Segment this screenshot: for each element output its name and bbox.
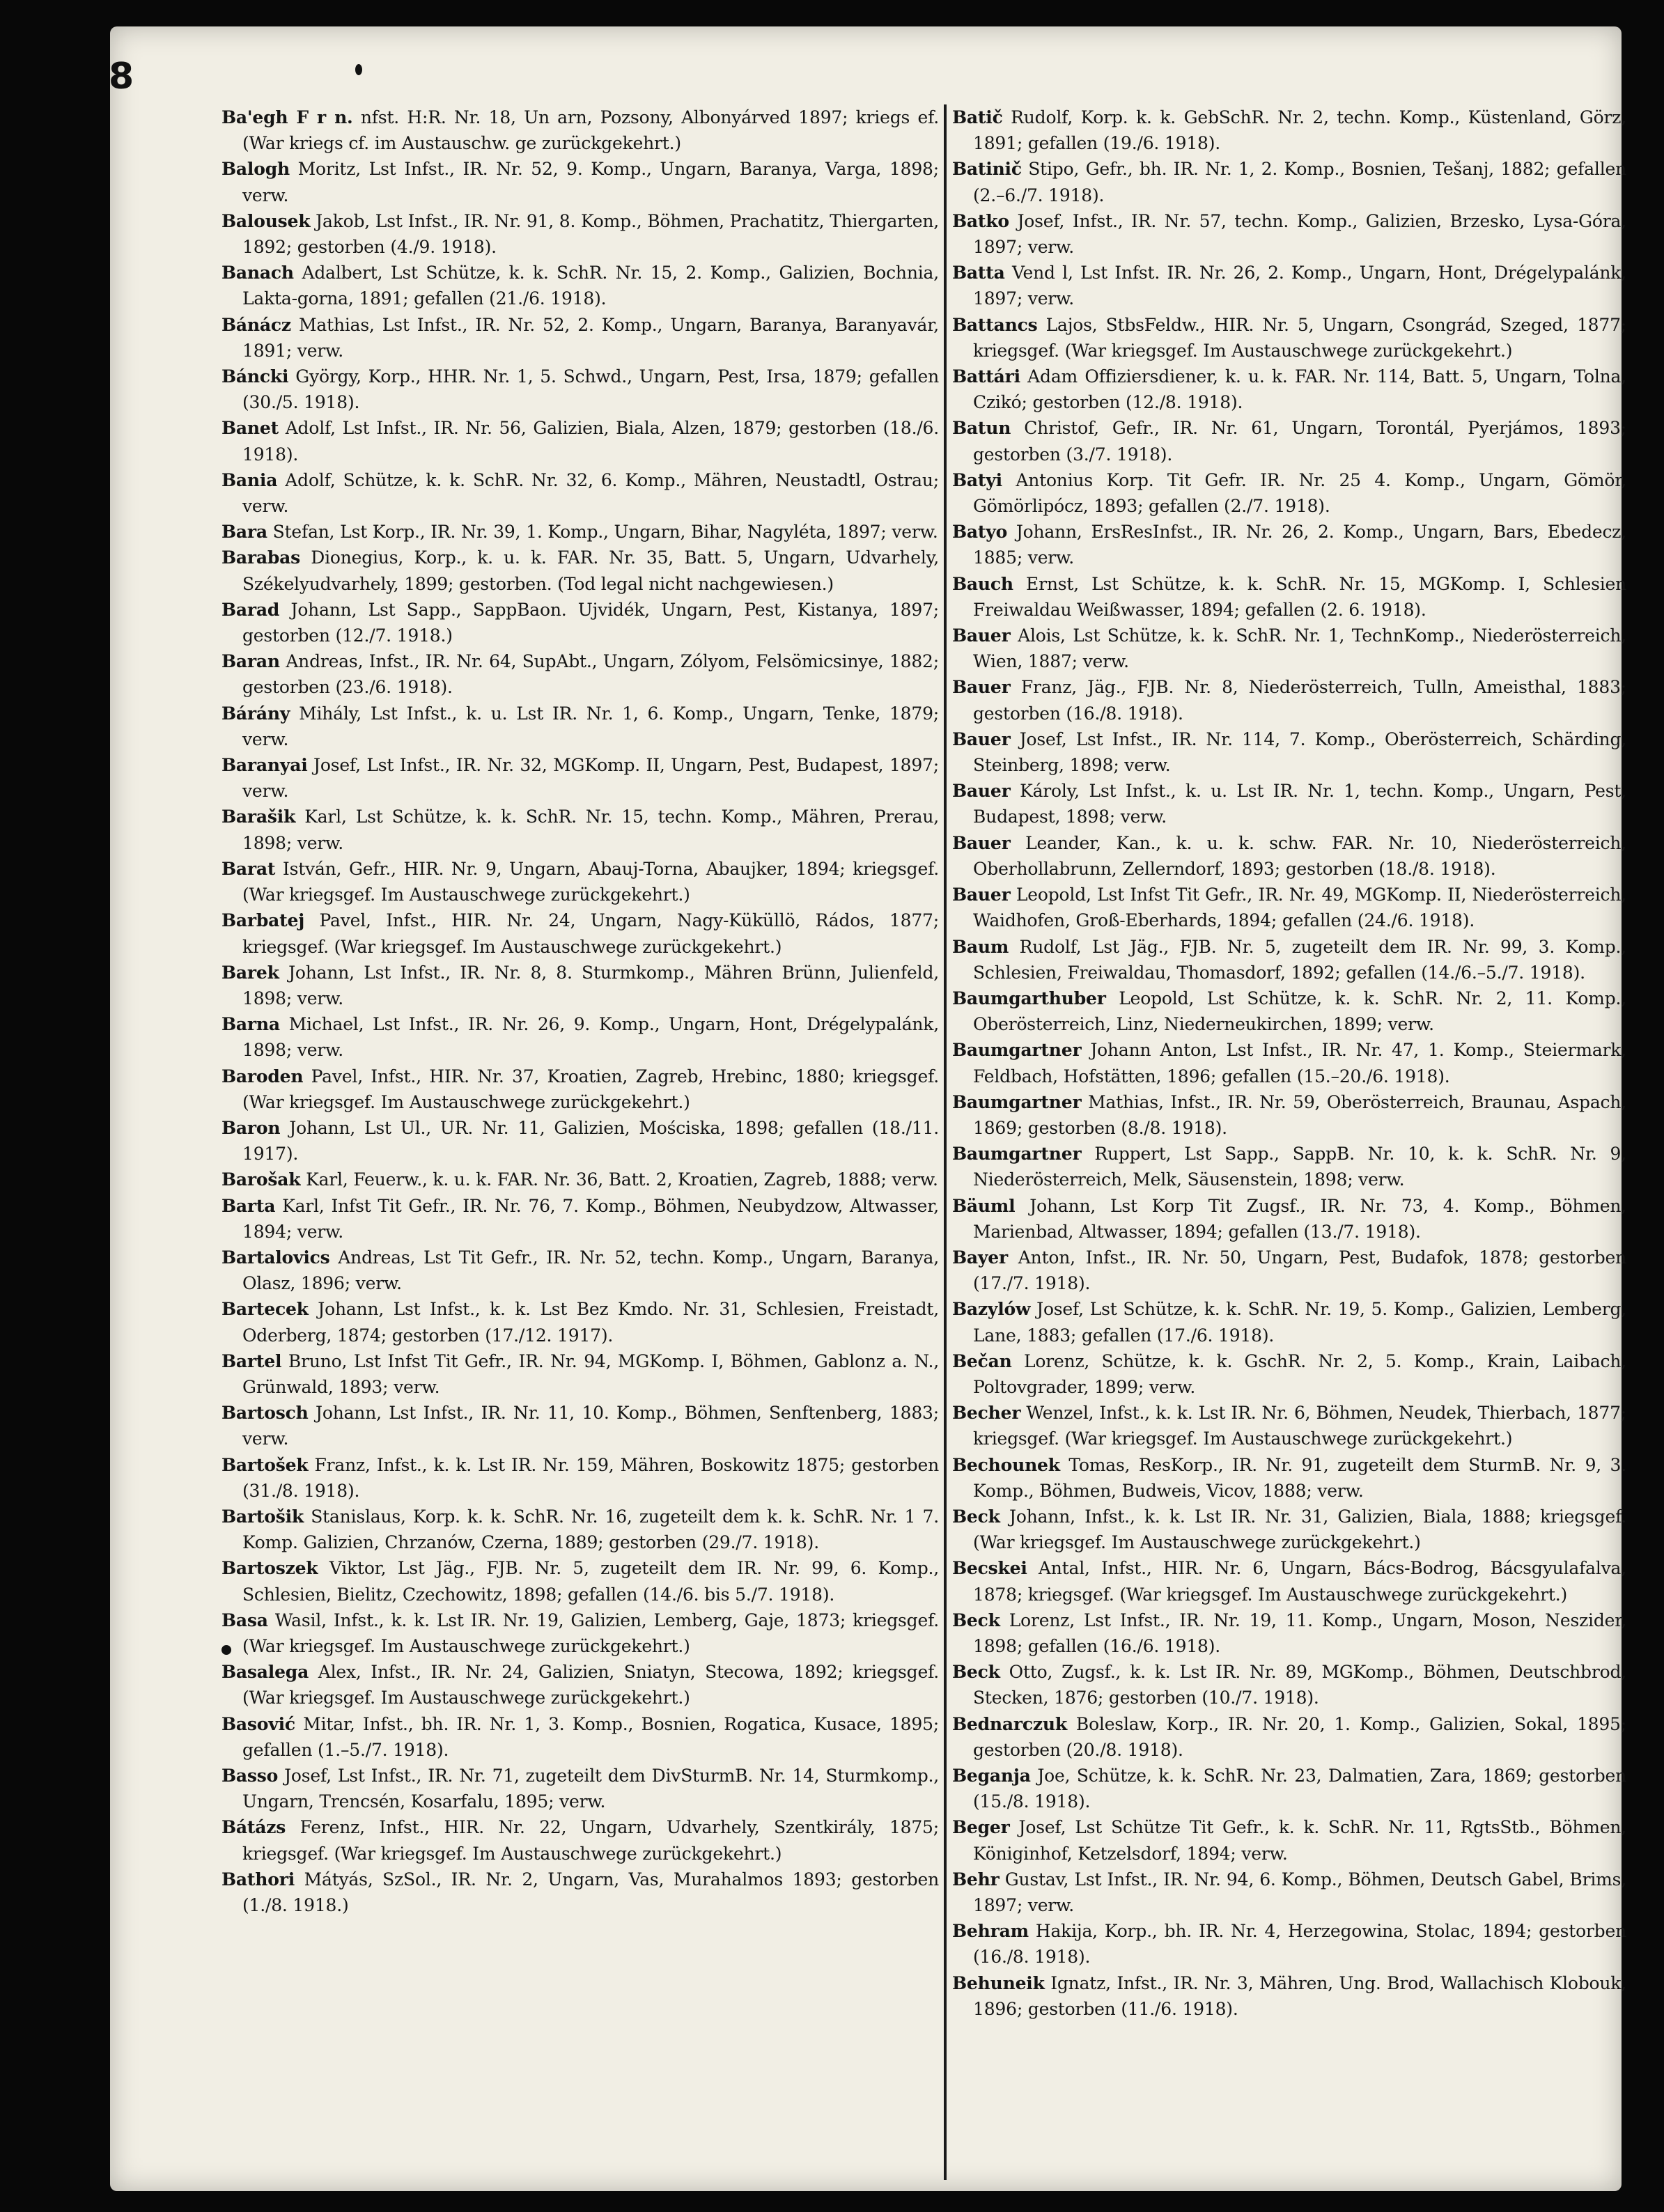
casualty-entry — [221, 260, 939, 311]
entry-surname: Beganja — [952, 1766, 1031, 1786]
entry-details: Karl, Infst Tit Gefr., IR. Nr. 76, 7. Komp., Böhmen, Neubydzow, Altwasser, 1894; verw. — [242, 1195, 939, 1242]
casualty-entry — [221, 1167, 939, 1192]
left-column — [221, 104, 939, 2183]
entry-details: Rudolf, Lst Jäg., FJB. Nr. 5, zugeteilt dem IR. Nr. 99, 3. Komp., Schlesien, Freiwaldau, Thomasdorf, 1892; gefallen (14./6.–5./7. 1918). — [973, 936, 1626, 983]
entry-surname: Bäuml — [952, 1195, 1016, 1216]
entry-surname: Bartosch — [221, 1403, 309, 1424]
casualty-entry — [221, 1504, 939, 1555]
entry-details: Alex, Infst., IR. Nr. 24, Galizien, Sniatyn, Stecowa, 1892; kriegsgef. (War kriegsgef. Im Austauschwege zurückgekehrt.) — [242, 1662, 939, 1708]
entry-surname: Baumgartner — [952, 1091, 1082, 1112]
entry-surname: Balogh — [221, 159, 290, 180]
entry-surname: Bauer — [952, 885, 1011, 905]
entry-details: Mihály, Lst Infst., k. u. Lst IR. Nr. 1, 6. Komp., Ungarn, Tenke, 1879; verw. — [242, 703, 939, 749]
page-number: 8 — [109, 56, 134, 98]
casualty-entry — [952, 1659, 1626, 1711]
casualty-entry — [221, 1115, 939, 1167]
casualty-entry — [952, 1348, 1626, 1400]
entry-details: Johann, Infst., k. k. Lst IR. Nr. 31, Galizien, Biala, 1888; kriegsgef. (War kriegsgef. Im Austauschwege zurückgekehrt.) — [973, 1506, 1626, 1553]
entry-details: Karl, Lst Schütze, k. k. SchR. Nr. 15, techn. Komp., Mähren, Prerau, 1898; verw. — [242, 807, 939, 853]
casualty-entry — [221, 156, 939, 208]
entry-details: Josef, Lst Infst., IR. Nr. 71, zugeteilt dem DivSturmB. Nr. 14, Sturmkomp., Ungarn, Trencsén, Kosarfalu, 1895; verw. — [242, 1766, 939, 1812]
entry-details: Wasil, Infst., k. k. Lst IR. Nr. 19, Galizien, Lemberg, Gaje, 1873; kriegsgef. (War kriegsgef. Im Austauschwege zurückgekehrt.) — [242, 1610, 939, 1656]
ink-spot — [221, 1645, 231, 1655]
entry-surname: Barna — [221, 1014, 280, 1035]
entry-details: István, Gefr., HIR. Nr. 9, Ungarn, Abauj-Torna, Abaujker, 1894; kriegsgef. (War kriegsgef. Im Austauschwege zurückgekehrt.) — [242, 858, 939, 905]
casualty-entry — [221, 519, 939, 545]
entry-details: Josef, Lst Schütze, k. k. SchR. Nr. 19, 5. Komp., Galizien, Lemberg, Lane, 1883; gefallen (17./6. 1918). — [973, 1299, 1626, 1346]
entry-surname: Baran — [221, 651, 280, 672]
entry-details: nfst. H:R. Nr. 18, Un arn, Pozsony, Albonyárved 1897; kriegs ef. (War kriegs cf. im Austauschw. ge zurückgekehrt.) — [242, 107, 939, 154]
casualty-entry — [221, 1867, 939, 1918]
casualty-entry — [221, 1555, 939, 1607]
entry-details: Karl, Feuerw., k. u. k. FAR. Nr. 36, Batt. 2, Kroatien, Zagreb, 1888; verw. — [300, 1169, 938, 1190]
entry-surname: Barašik — [221, 807, 296, 827]
entry-surname: Bečan — [952, 1350, 1012, 1371]
entry-details: Lorenz, Schütze, k. k. GschR. Nr. 2, 5. Komp., Krain, Laibach, Poltovgrader, 1899; verw. — [973, 1350, 1626, 1397]
casualty-entry — [221, 597, 939, 648]
entry-surname: Barta — [221, 1195, 276, 1216]
casualty-entry — [952, 1296, 1626, 1348]
entry-details: Adam Offiziersdiener, k. u. k. FAR. Nr. 114, Batt. 5, Ungarn, Tolna, Czikó; gestorben (12./8. 1918). — [973, 366, 1626, 413]
casualty-entry — [221, 1400, 939, 1451]
casualty-entry — [221, 545, 939, 596]
entry-surname: Becskei — [952, 1558, 1027, 1579]
casualty-entry — [221, 1763, 939, 1814]
entry-surname: Baroden — [221, 1066, 304, 1086]
entry-details: Leander, Kan., k. u. k. schw. FAR. Nr. 10, Niederösterreich, Oberhollabrunn, Zellerndorf, 1893; gestorben (18./8. 1918). — [973, 832, 1626, 879]
entry-surname: Bayer — [952, 1247, 1008, 1268]
casualty-entry — [952, 882, 1626, 933]
entry-surname: Barošak — [221, 1169, 301, 1190]
casualty-entry — [952, 1814, 1626, 1866]
entry-details: Antonius Korp. Tit Gefr. IR. Nr. 25 4. Komp., Ungarn, Gömör, Gömörlipócz, 1893; gefallen (2./7. 1918). — [973, 469, 1626, 517]
entry-surname: Bauer — [952, 677, 1011, 698]
casualty-entry — [952, 934, 1626, 986]
entry-details: Gustav, Lst Infst., IR. Nr. 94, 6. Komp., Böhmen, Deutsch Gabel, Brims, 1897; verw. — [973, 1869, 1626, 1916]
entry-surname: Balousek — [221, 210, 311, 231]
entry-details: Lorenz, Lst Infst., IR. Nr. 19, 11. Komp., Ungarn, Moson, Neszider, 1898; gefallen (16./6. 1918). — [973, 1610, 1626, 1656]
entry-surname: Batko — [952, 210, 1009, 231]
entry-details: Dionegius, Korp., k. u. k. FAR. Nr. 35, Batt. 5, Ungarn, Udvarhely, Székelyudvarhely, 1899; gestorben. (Tod legal nicht nachgewiesen.) — [242, 547, 939, 594]
entry-details: Michael, Lst Infst., IR. Nr. 26, 9. Komp., Ungarn, Hont, Drégelypalánk, 1898; verw. — [242, 1014, 939, 1061]
casualty-entry — [952, 1245, 1626, 1296]
entry-details: Johann, Lst Infst., IR. Nr. 11, 10. Komp., Böhmen, Senftenberg, 1883; verw. — [242, 1403, 939, 1449]
casualty-entry — [221, 1452, 939, 1504]
entry-surname: Batinič — [952, 159, 1022, 180]
entry-details: Josef, Infst., IR. Nr. 57, techn. Komp., Galizien, Brzesko, Lysa-Góra, 1897; verw. — [973, 210, 1626, 258]
entry-details: Pavel, Infst., HIR. Nr. 37, Kroatien, Zagreb, Hrebinc, 1880; kriegsgef. (War kriegsgef. Im Austauschwege zurückgekehrt.) — [242, 1066, 939, 1112]
entry-details: Tomas, ResKorp., IR. Nr. 91, zugeteilt dem SturmB. Nr. 9, 3. Komp., Böhmen, Budweis, Vicov, 1888; verw. — [973, 1454, 1626, 1501]
casualty-entry — [952, 830, 1626, 882]
casualty-entry — [952, 1089, 1626, 1141]
entry-surname: Barbatej — [221, 910, 305, 931]
ink-spot — [355, 64, 362, 75]
entry-details: Mathias, Infst., IR. Nr. 59, Oberösterreich, Braunau, Aspach, 1869; gestorben (8./8. 1918). — [973, 1091, 1626, 1138]
casualty-entry — [221, 1711, 939, 1763]
entry-surname: Barek — [221, 962, 279, 983]
entry-details: Mathias, Lst Infst., IR. Nr. 52, 2. Komp., Ungarn, Baranya, Baranyavár, 1891; verw. — [242, 314, 939, 361]
casualty-entry — [952, 726, 1626, 778]
entry-details: Károly, Lst Infst., k. u. Lst IR. Nr. 1, techn. Komp., Ungarn, Pest, Budapest, 1898; verw. — [973, 781, 1626, 827]
casualty-entry — [952, 1452, 1626, 1504]
casualty-entry — [221, 208, 939, 260]
casualty-entry — [221, 804, 939, 855]
casualty-entry — [952, 364, 1626, 415]
casualty-entry — [952, 1918, 1626, 1970]
entry-surname: Basa — [221, 1610, 268, 1630]
casualty-entry — [221, 364, 939, 415]
entry-details: Antal, Infst., HIR. Nr. 6, Ungarn, Bács-Bodrog, Bácsgyulafalva, 1878; kriegsgef. (War kriegsgef. Im Austauschwege zurückgekehrt.) — [973, 1558, 1626, 1605]
entry-details: Johann Anton, Lst Infst., IR. Nr. 47, 1. Komp., Steiermark, Feldbach, Hofstätten, 1896; gefallen (15.–20./6. 1918). — [973, 1040, 1626, 1086]
entry-surname: Ba'egh F r n. — [221, 107, 353, 127]
entry-surname: Barabas — [221, 547, 301, 568]
entry-details: Ruppert, Lst Sapp., SappB. Nr. 10, k. k. SchR. Nr. 9, Niederösterreich, Melk, Säusenstein, 1898; verw. — [973, 1144, 1626, 1190]
column-divider — [944, 104, 947, 2180]
entry-details: Vend l, Lst Infst. IR. Nr. 26, 2. Komp., Ungarn, Hont, Drégelypalánk, 1897; verw. — [973, 263, 1626, 309]
entry-surname: Bauch — [952, 573, 1013, 594]
casualty-entry — [952, 674, 1626, 726]
casualty-entry — [952, 519, 1626, 570]
entry-surname: Bauer — [952, 625, 1011, 646]
entry-surname: Baron — [221, 1117, 281, 1138]
casualty-entry — [221, 1245, 939, 1296]
entry-details: Andreas, Lst Tit Gefr., IR. Nr. 52, techn. Komp., Ungarn, Baranya, Olasz, 1896; verw. — [242, 1247, 939, 1294]
entry-surname: Beck — [952, 1662, 1000, 1683]
casualty-entry — [221, 856, 939, 908]
entry-details: Franz, Jäg., FJB. Nr. 8, Niederösterreich, Tulln, Ameisthal, 1883; gestorben (16./8. 1918). — [973, 677, 1626, 724]
entry-surname: Banet — [221, 418, 279, 439]
casualty-entry — [221, 960, 939, 1011]
casualty-entry — [952, 104, 1626, 156]
entry-surname: Banach — [221, 263, 294, 283]
casualty-entry — [221, 312, 939, 364]
entry-surname: Baranyai — [221, 755, 308, 776]
entry-surname: Becher — [952, 1403, 1021, 1424]
entry-details: Johann, Lst Infst., IR. Nr. 8, 8. Sturmkomp., Mähren Brünn, Julienfeld, 1898; verw. — [242, 962, 939, 1008]
entry-details: Lajos, StbsFeldw., HIR. Nr. 5, Ungarn, Csongrád, Szeged, 1877; kriegsgef. (War kriegsgef. Im Austauschwege zurückgekehrt.) — [973, 314, 1626, 361]
entry-surname: Bania — [221, 469, 278, 490]
entry-details: Franz, Infst., k. k. Lst IR. Nr. 159, Mähren, Boskowitz 1875; gestorben (31./8. 1918). — [242, 1454, 939, 1501]
entry-surname: Batič — [952, 107, 1003, 127]
casualty-entry — [221, 104, 939, 156]
entry-details: Andreas, Infst., IR. Nr. 64, SupAbt., Ungarn, Zólyom, Felsömicsinye, 1882; gestorben (23./6. 1918). — [242, 651, 939, 698]
entry-surname: Barad — [221, 599, 280, 620]
casualty-entry — [952, 1555, 1626, 1607]
entry-details: Viktor, Lst Jäg., FJB. Nr. 5, zugeteilt dem IR. Nr. 99, 6. Komp., Schlesien, Bielitz, Czechowitz, 1898; gefallen (14./6. bis 5./7. 1918). — [242, 1558, 939, 1605]
entry-surname: Bara — [221, 522, 267, 543]
casualty-entry — [221, 908, 939, 959]
casualty-entry — [221, 1193, 939, 1245]
entry-details: Joe, Schütze, k. k. SchR. Nr. 23, Dalmatien, Zara, 1869; gestorben (15./8. 1918). — [973, 1766, 1626, 1812]
entry-surname: Behram — [952, 1921, 1029, 1942]
entry-details: Rudolf, Korp. k. k. GebSchR. Nr. 2, techn. Komp., Küstenland, Görz, 1891; gefallen (19./6. 1918). — [973, 107, 1626, 154]
entry-details: Anton, Infst., IR. Nr. 50, Ungarn, Pest, Budafok, 1878; gestorben (17./7. 1918). — [973, 1247, 1626, 1294]
entry-surname: Bathori — [221, 1869, 295, 1890]
casualty-entry — [952, 260, 1626, 311]
casualty-entry — [952, 1141, 1626, 1192]
casualty-entry — [221, 648, 939, 700]
casualty-entry — [952, 1711, 1626, 1763]
entry-surname: Bartecek — [221, 1299, 309, 1320]
entry-surname: Baumgartner — [952, 1144, 1082, 1165]
casualty-entry — [952, 1867, 1626, 1918]
entry-details: Ferenz, Infst., HIR. Nr. 22, Ungarn, Udvarhely, Szentkirály, 1875; kriegsgef. (War kriegsgef. Im Austauschwege zurückgekehrt.) — [242, 1817, 939, 1864]
entry-details: Leopold, Lst Schütze, k. k. SchR. Nr. 2, 11. Komp., Oberösterreich, Linz, Niederneukirchen, 1899; verw. — [973, 988, 1626, 1035]
entry-details: Adalbert, Lst Schütze, k. k. SchR. Nr. 15, 2. Komp., Galizien, Bochnia, Lakta-gorna, 1891; gefallen (21./6. 1918). — [242, 263, 939, 309]
entry-details: Johann, Lst Ul., UR. Nr. 11, Galizien, Mościska, 1898; gefallen (18./11. 1917). — [242, 1117, 939, 1165]
casualty-entry — [952, 778, 1626, 830]
entry-surname: Baumgartner — [952, 1040, 1082, 1061]
entry-details: Boleslaw, Korp., IR. Nr. 20, 1. Komp., Galizien, Sokal, 1895; gestorben (20./8. 1918). — [973, 1713, 1626, 1760]
entry-details: Johann, Lst Infst., k. k. Lst Bez Kmdo. Nr. 31, Schlesien, Freistadt, Oderberg, 1874; gestorben (17./12. 1917). — [242, 1299, 939, 1346]
casualty-entry — [952, 1970, 1626, 2022]
entry-details: Adolf, Lst Infst., IR. Nr. 56, Galizien, Biala, Alzen, 1879; gestorben (18./6. 1918). — [242, 418, 939, 465]
entry-surname: Bartošek — [221, 1454, 309, 1475]
casualty-entry — [221, 1814, 939, 1866]
right-column — [952, 104, 1626, 2183]
entry-details: Mátyás, SzSol., IR. Nr. 2, Ungarn, Vas, Murahalmos 1893; gestorben (1./8. 1918.) — [242, 1869, 939, 1916]
entry-surname: Bauer — [952, 781, 1011, 802]
entry-surname: Batun — [952, 418, 1011, 439]
casualty-entry — [952, 1504, 1626, 1555]
entry-details: Mitar, Infst., bh. IR. Nr. 1, 3. Komp., Bosnien, Rogatica, Kusace, 1895; gefallen (1.–5./7. 1918). — [242, 1713, 939, 1760]
entry-surname: Bartošik — [221, 1506, 304, 1527]
casualty-entry — [952, 571, 1626, 623]
casualty-entry — [221, 415, 939, 467]
entry-surname: Baum — [952, 936, 1009, 957]
casualty-entry — [952, 312, 1626, 364]
entry-surname: Bartalovics — [221, 1247, 330, 1268]
casualty-entry — [952, 415, 1626, 467]
entry-details: Stefan, Lst Korp., IR. Nr. 39, 1. Komp., Ungarn, Bihar, Nagyléta, 1897; verw. — [267, 522, 938, 543]
entry-surname: Battancs — [952, 314, 1038, 335]
entry-surname: Basso — [221, 1766, 279, 1786]
entry-surname: Behuneik — [952, 1972, 1045, 1993]
entry-details: Moritz, Lst Infst., IR. Nr. 52, 9. Komp., Ungarn, Baranya, Varga, 1898; verw. — [242, 159, 939, 205]
entry-surname: Bartel — [221, 1350, 282, 1371]
casualty-entry — [221, 1011, 939, 1063]
casualty-entry — [952, 467, 1626, 519]
entry-surname: Beger — [952, 1817, 1010, 1838]
entry-details: Josef, Lst Schütze Tit Gefr., k. k. SchR. Nr. 11, RgtsStb., Böhmen, Königinhof, Ketzelsdorf, 1894; verw. — [973, 1817, 1626, 1864]
entry-surname: Beck — [952, 1610, 1000, 1630]
entry-details: Josef, Lst Infst., IR. Nr. 114, 7. Komp., Oberösterreich, Schärding, Steinberg, 1898; verw. — [973, 729, 1626, 776]
casualty-entry — [221, 1064, 939, 1115]
entry-details: Leopold, Lst Infst Tit Gefr., IR. Nr. 49, MGKomp. II, Niederösterreich, Waidhofen, Groß-Eberhards, 1894; gefallen (24./6. 1918). — [973, 885, 1626, 931]
entry-surname: Bárány — [221, 703, 290, 724]
entry-details: Josef, Lst Infst., IR. Nr. 32, MGKomp. II, Ungarn, Pest, Budapest, 1897; verw. — [242, 755, 939, 802]
entry-details: Johann, ErsResInfst., IR. Nr. 26, 2. Komp., Ungarn, Bars, Ebedecz, 1885; verw. — [973, 522, 1626, 568]
casualty-entry — [952, 623, 1626, 674]
entry-surname: Behr — [952, 1869, 1000, 1890]
entry-surname: Bátázs — [221, 1817, 286, 1838]
casualty-entry — [221, 701, 939, 752]
casualty-entry — [952, 208, 1626, 260]
entry-details: Stipo, Gefr., bh. IR. Nr. 1, 2. Komp., Bosnien, Tešanj, 1882; gefallen (2.–6./7. 1918). — [973, 159, 1626, 205]
casualty-entry — [221, 1659, 939, 1711]
entry-details: Adolf, Schütze, k. k. SchR. Nr. 32, 6. Komp., Mähren, Neustadtl, Ostrau; verw. — [242, 469, 939, 517]
entry-details: György, Korp., HHR. Nr. 1, 5. Schwd., Ungarn, Pest, Irsa, 1879; gefallen (30./5. 1918). — [242, 366, 939, 413]
entry-details: Ignatz, Infst., IR. Nr. 3, Mähren, Ung. Brod, Wallachisch Klobouk, 1896; gestorben (11./6. 1918). — [973, 1972, 1626, 2019]
casualty-entry — [221, 1296, 939, 1348]
casualty-entry — [221, 467, 939, 519]
entry-surname: Batyi — [952, 469, 1002, 490]
entry-surname: Beck — [952, 1506, 1000, 1527]
entry-details: Stanislaus, Korp. k. k. SchR. Nr. 16, zugeteilt dem k. k. SchR. Nr. 1 7. Komp. Galizien, Chrzanów, Czerna, 1889; gestorben (29./7. 1918). — [242, 1506, 939, 1553]
entry-details: Christof, Gefr., IR. Nr. 61, Ungarn, Torontál, Pyerjámos, 1893; gestorben (3./7. 1918). — [973, 418, 1626, 465]
entry-surname: Batta — [952, 263, 1005, 283]
entry-details: Pavel, Infst., HIR. Nr. 24, Ungarn, Nagy-Küküllö, Rádos, 1877; kriegsgef. (War kriegsgef. Im Austauschwege zurückgekehrt.) — [242, 910, 939, 957]
entry-surname: Battári — [952, 366, 1020, 387]
entry-surname: Bauer — [952, 832, 1011, 853]
entry-details: Bruno, Lst Infst Tit Gefr., IR. Nr. 94, MGKomp. I, Böhmen, Gablonz a. N., Grünwald, 1893; verw. — [242, 1350, 939, 1397]
entry-surname: Barat — [221, 858, 276, 879]
entry-surname: Báncki — [221, 366, 289, 387]
casualty-entry — [952, 986, 1626, 1037]
entry-surname: Batyo — [952, 522, 1008, 543]
entry-details: Ernst, Lst Schütze, k. k. SchR. Nr. 15, MGKomp. I, Schlesien Freiwaldau Weißwasser, 1894; gefallen (2. 6. 1918). — [973, 573, 1626, 620]
entry-surname: Bauer — [952, 729, 1011, 749]
casualty-entry — [952, 1400, 1626, 1451]
casualty-entry — [221, 752, 939, 804]
entry-details: Johann, Lst Sapp., SappBaon. Ujvidék, Ungarn, Pest, Kistanya, 1897; gestorben (12./7. 1918.) — [242, 599, 939, 646]
casualty-entry — [952, 1037, 1626, 1089]
entry-details: Alois, Lst Schütze, k. k. SchR. Nr. 1, TechnKomp., Niederösterreich, Wien, 1887; verw. — [973, 625, 1626, 672]
casualty-entry — [952, 1193, 1626, 1245]
casualty-entry — [221, 1348, 939, 1400]
entry-details: Otto, Zugsf., k. k. Lst IR. Nr. 89, MGKomp., Böhmen, Deutschbrod, Stecken, 1876; gestorben (10./7. 1918). — [973, 1662, 1626, 1708]
entry-surname: Bartoszek — [221, 1558, 318, 1579]
entry-surname: Bednarczuk — [952, 1713, 1067, 1734]
entry-details: Johann, Lst Korp Tit Zugsf., IR. Nr. 73, 4. Komp., Böhmen, Marienbad, Altwasser, 1894; gefallen (13./7. 1918). — [973, 1195, 1626, 1242]
entry-surname: Basalega — [221, 1662, 309, 1683]
casualty-entry — [952, 156, 1626, 208]
casualty-entry — [952, 1763, 1626, 1814]
entry-details: Jakob, Lst Infst., IR. Nr. 91, 8. Komp., Böhmen, Prachatitz, Thiergarten, 1892; gestorben (4./9. 1918). — [242, 210, 939, 258]
entry-surname: Basović — [221, 1713, 295, 1734]
entry-details: Hakija, Korp., bh. IR. Nr. 4, Herzegowina, Stolac, 1894; gestorben (16./8. 1918). — [973, 1921, 1626, 1968]
entry-surname: Bechounek — [952, 1454, 1060, 1475]
casualty-entry — [221, 1607, 939, 1659]
entry-details: Wenzel, Infst., k. k. Lst IR. Nr. 6, Böhmen, Neudek, Thierbach, 1877; kriegsgef. (War kriegsgef. Im Austauschwege zurückgekehrt.) — [973, 1403, 1626, 1449]
casualty-entry — [952, 1607, 1626, 1659]
entry-surname: Bánácz — [221, 314, 291, 335]
entry-surname: Bazylów — [952, 1299, 1031, 1320]
entry-surname: Baumgarthuber — [952, 988, 1106, 1008]
